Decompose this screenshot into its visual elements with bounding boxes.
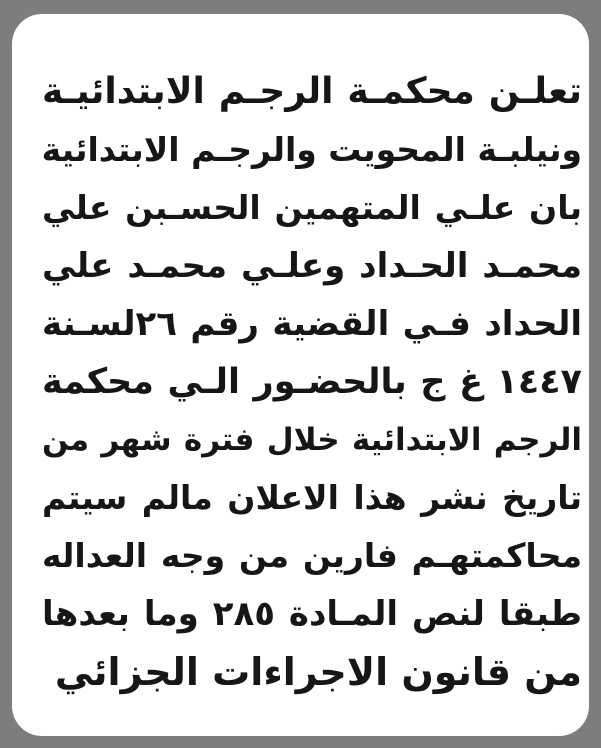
notice-line-11: من قانون الاجراءات الجزائي [54, 650, 582, 694]
notice-line-1: تعلـن محكمـة الرجـم الابتدائيـة [42, 71, 582, 112]
notice-text [42, 63, 582, 701]
notice-line-9: محاكمتهـم فارين من وجه العداله [42, 536, 582, 575]
notice-frame [12, 14, 589, 736]
notice-line-6: ١٤٤٧ غ ج بالحضـور الـي محكمة [42, 362, 582, 402]
notice-line-10: طبقا لنص المـادة ٢٨٥ وما بعدها [42, 594, 582, 634]
notice-line-5: الحداد فـي القضية رقم ٢٦لسـنة [42, 304, 582, 344]
notice-line-3: بان علـي المتهمين الحسـبن علي [42, 188, 582, 227]
notice-line-4: محمـد الحـداد وعلـي محمـد علي [42, 246, 582, 286]
notice-line-2: ونيلبـة المحويت والرجـم الابتدائية [41, 130, 582, 169]
notice-line-7: الرجم الابتدائية خلال فترة شهر من [42, 422, 582, 458]
notice-line-8: تاريخ نشر هذا الاعلان مالم سيتم [42, 478, 582, 517]
